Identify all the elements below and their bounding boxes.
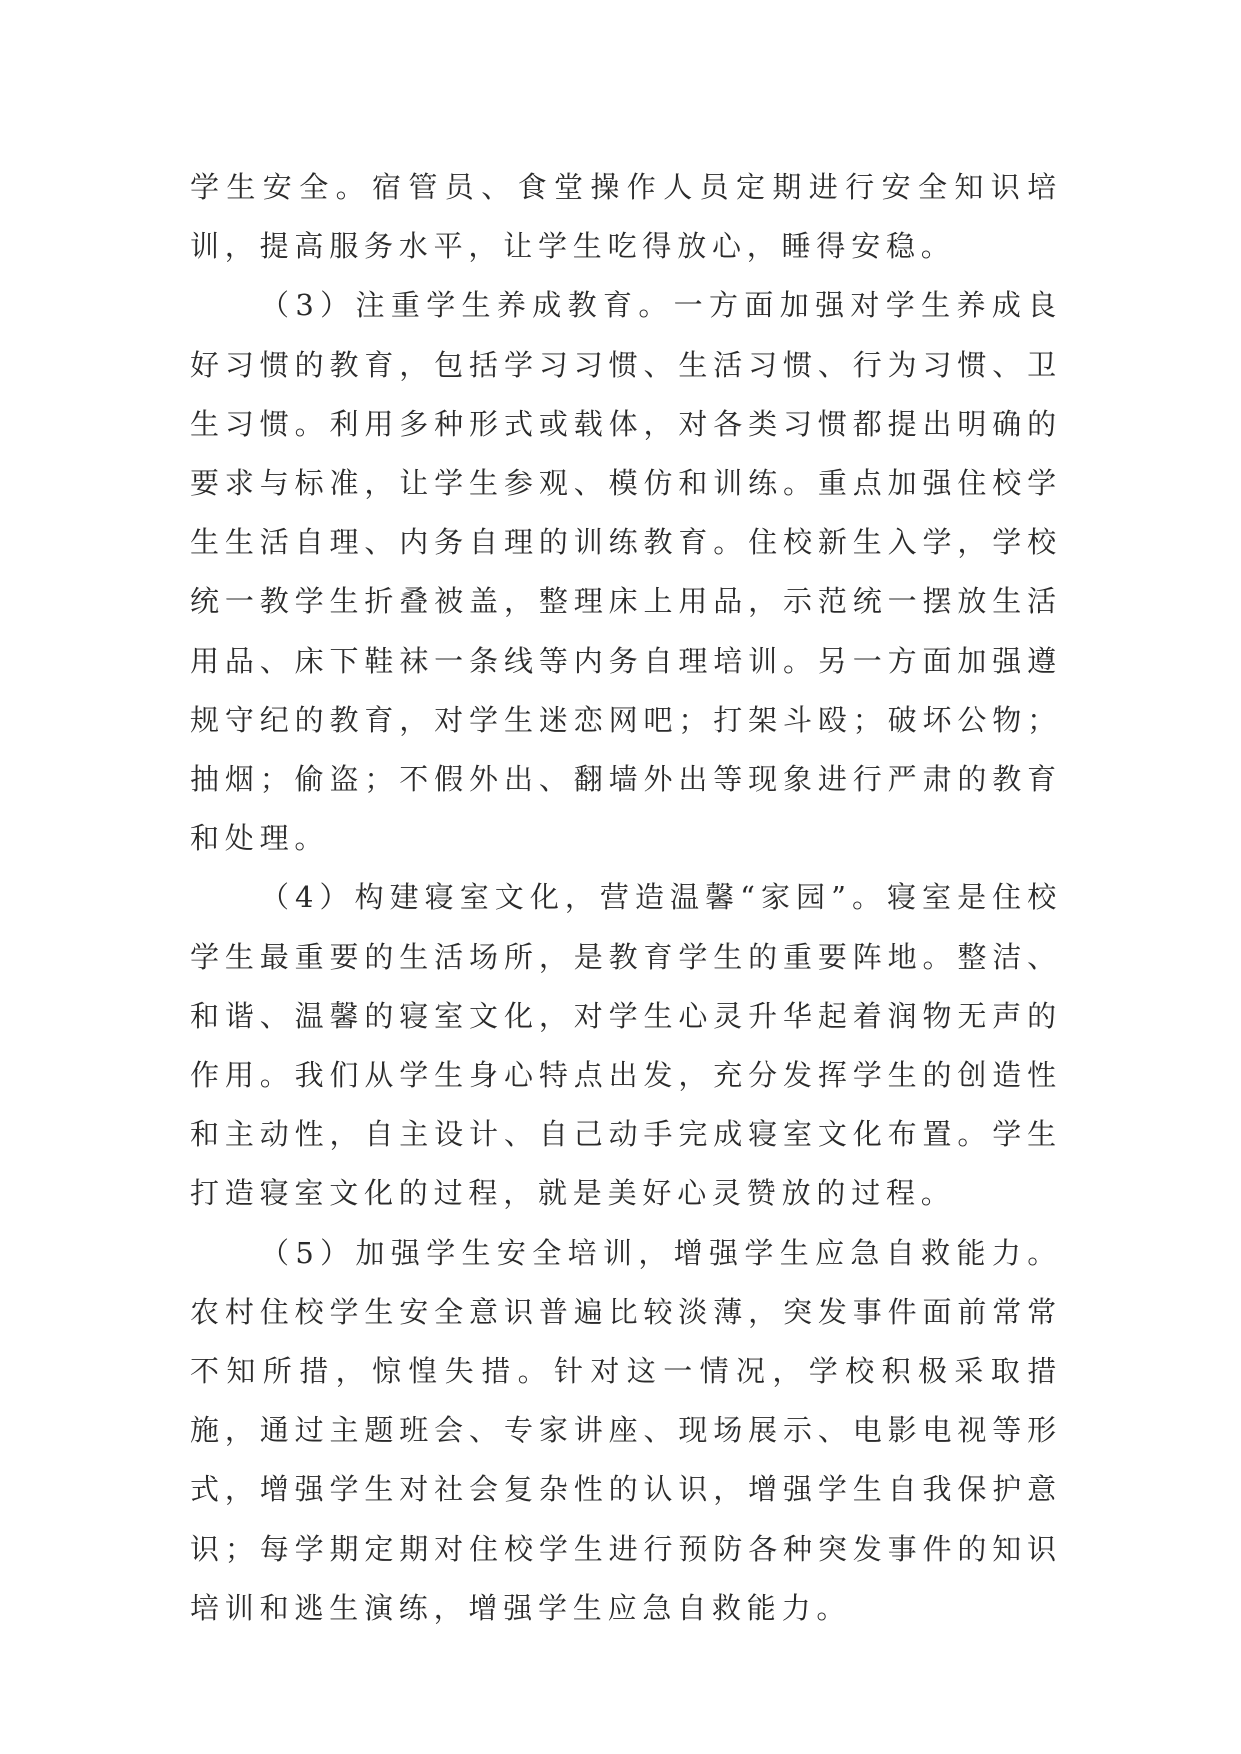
- paragraph-continuation: 学生安全。宿管员、食堂操作人员定期进行安全知识培训，提高服务水平，让学生吃得放心，睡得安稳。: [190, 170, 1062, 264]
- document-body: [190, 158, 1062, 1638]
- paragraph-safety-training: （5）加强学生安全培训，增强学生应急自救能力。农村住校学生安全意识普遍比较淡薄，突发事件面前常常不知所措，惊惶失措。针对这一情况，学校积极采取措施，通过主题班会、专家讲座、现场展示、电影电视等形式，增强学生对社会复杂性的认识，增强学生自我保护意识；每学期定期对住校学生进行预防各种突发事件的知识培训和逃生演练，增强学生应急自救能力。: [190, 1235, 1062, 1625]
- paragraph-habit-education: （3）注重学生养成教育。一方面加强对学生养成良好习惯的教育，包括学习习惯、生活习惯、行为习惯、卫生习惯。利用多种形式或载体，对各类习惯都提出明确的要求与标准，让学生参观、模仿和训练。重点加强住校学生生活自理、内务自理的训练教育。住校新生入学，学校统一教学生折叠被盖，整理床上用品，示范统一摆放生活用品、床下鞋袜一条线等内务自理培训。另一方面加强遵规守纪的教育，对学生迷恋网吧；打架斗殴；破坏公物；抽烟；偷盗；不假外出、翻墙外出等现象进行严肃的教育和处理。: [190, 288, 1062, 856]
- paragraph-dorm-culture: （4）构建寝室文化，营造温馨“家园”。寝室是住校学生最重要的生活场所，是教育学生的重要阵地。整洁、和谐、温馨的寝室文化，对学生心灵升华起着润物无声的作用。我们从学生身心特点出发，充分发挥学生的创造性和主动性，自主设计、自己动手完成寝室文化布置。学生打造寝室文化的过程，就是美好心灵赞放的过程。: [190, 880, 1062, 1211]
